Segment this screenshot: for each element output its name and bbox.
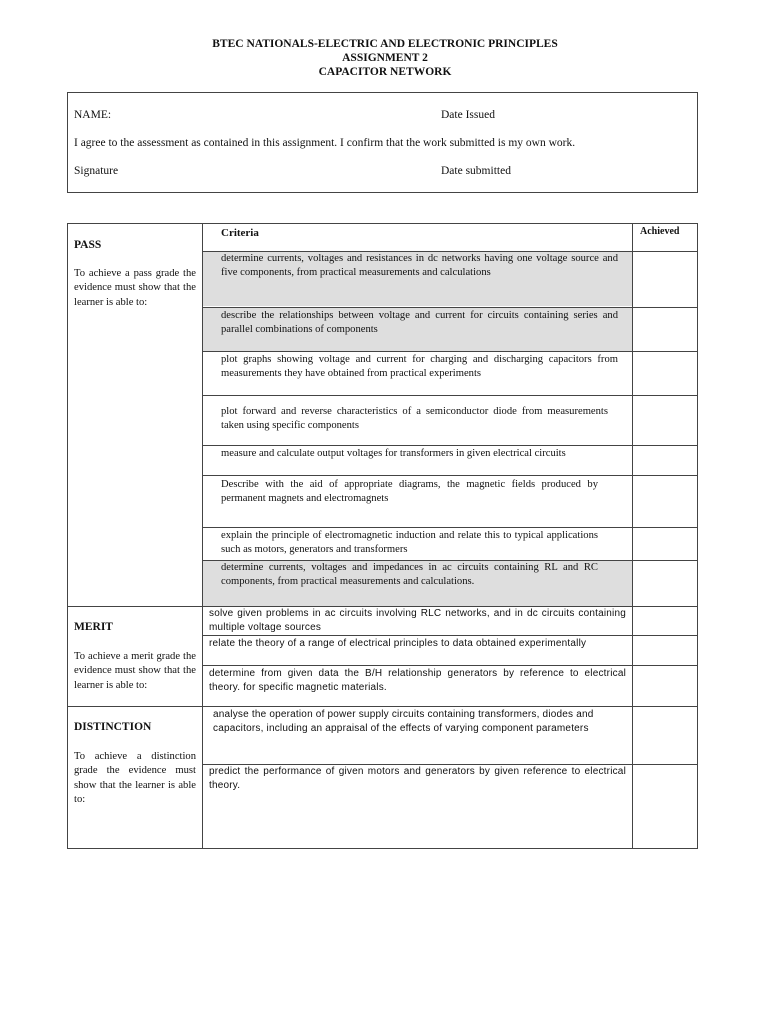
- column-divider: [202, 224, 203, 848]
- name-label: NAME:: [74, 109, 112, 121]
- distinction-grade-description: To achieve a distinction grade the evidence must show that the learner is able to:: [74, 751, 196, 806]
- assignment-number: ASSIGNMENT 2: [342, 52, 428, 64]
- distinction-criterion-1: analyse the operation of power supply circuits containing transformers, diodes and capacitors, including an appraisal of the effects of varying component parameters: [213, 709, 594, 735]
- merit-criterion-2: relate the theory of a range of electrical principles to data obtained experimentally: [209, 638, 587, 649]
- merit-grade-title: MERIT: [74, 621, 113, 633]
- pass-grade-description: To achieve a pass grade the evidence must show that the learner is able to:: [74, 268, 196, 308]
- criteria-table: [67, 223, 698, 849]
- distinction-grade-title: DISTINCTION: [74, 721, 152, 733]
- merit-grade-description: To achieve a merit grade the evidence must show that the learner is able to:: [74, 651, 196, 691]
- agreement-statement: I agree to the assessment as contained in this assignment. I confirm that the work submitted is my own work.: [74, 137, 576, 149]
- achieved-column[interactable]: [633, 252, 697, 848]
- criteria-header: Criteria: [221, 227, 259, 239]
- pass-criterion-3: plot graphs showing voltage and current for charging and discharging capacitors from measurements they have obtained from practical experiments: [221, 354, 618, 380]
- pass-criterion-4: plot forward and reverse characteristics of a semiconductor diode from measurements taken using specific components: [221, 406, 608, 432]
- date-submitted-label: Date submitted: [441, 165, 511, 177]
- distinction-criterion-2: predict the performance of given motors and generators by given reference to electrical theory.: [209, 766, 626, 792]
- pass-criterion-8: determine currents, voltages and impedances in ac circuits containing RL and RC components, from practical measurements and calculations.: [221, 562, 598, 588]
- signature-label: Signature: [74, 165, 119, 177]
- pass-criterion-5: measure and calculate output voltages for transformers in given electrical circuits: [221, 448, 566, 459]
- achieved-header: Achieved: [640, 226, 680, 237]
- student-info-box: [67, 92, 698, 193]
- merit-criterion-1: solve given problems in ac circuits involving RLC networks, and in dc circuits containing multiple voltage sources: [209, 608, 626, 634]
- assignment-title: CAPACITOR NETWORK: [318, 66, 452, 78]
- merit-criterion-3: determine from given data the B/H relationship generators by reference to electrical theory. for specific magnetic materials.: [209, 668, 626, 694]
- pass-criterion-2: describe the relationships between voltage and current for circuits containing series and parallel combinations of components: [221, 310, 618, 336]
- pass-criterion-6: Describe with the aid of appropriate diagrams, the magnetic fields produced by permanent magnets and electromagnets: [221, 479, 598, 505]
- date-issued-label: Date Issued: [441, 109, 495, 121]
- pass-criterion-7: explain the principle of electromagnetic induction and relate this to typical applications such as motors, generators and transformers: [221, 530, 598, 556]
- pass-criterion-1: determine currents, voltages and resistances in dc networks having one voltage source and five components, from practical measurements and calculations: [221, 253, 618, 279]
- document-title: BTEC NATIONALS-ELECTRIC AND ELECTRONIC PRINCIPLES: [212, 38, 558, 50]
- pass-grade-title: PASS: [74, 239, 102, 251]
